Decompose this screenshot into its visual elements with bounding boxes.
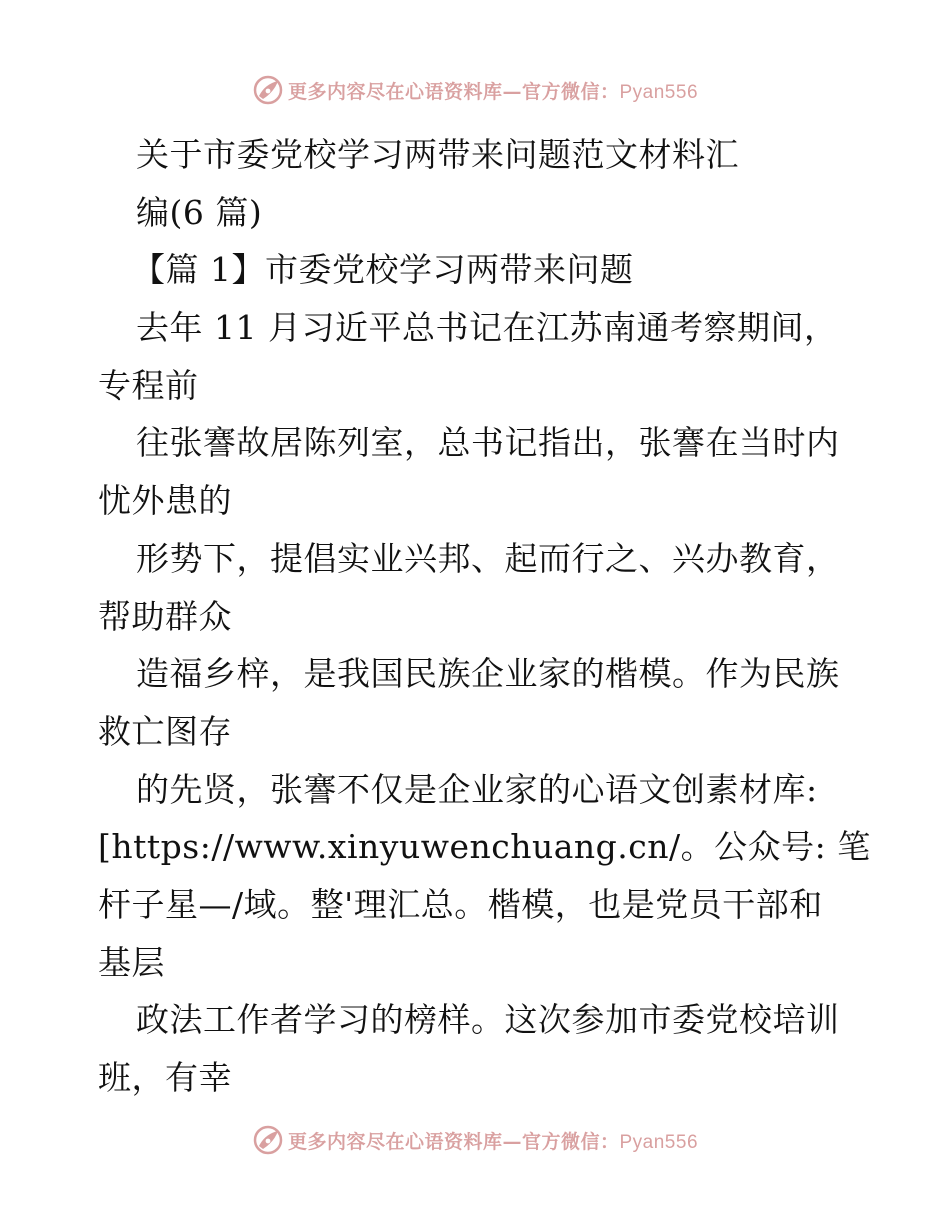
wechat-id: Pyan556 bbox=[619, 81, 699, 103]
paragraph-line: 往张謇故居陈列室，总书记指出，张謇在当时内 bbox=[136, 423, 840, 463]
paragraph-line: 基层 bbox=[98, 942, 165, 982]
document-title-line-1: 关于市委党校学习两带来问题范文材料汇 bbox=[136, 135, 739, 174]
paragraph-line: 的先贤，张謇不仅是企业家的心语文创素材库: bbox=[136, 769, 818, 809]
document-body bbox=[98, 126, 878, 1107]
watermark-banner-top bbox=[0, 70, 950, 110]
paragraph-line: 政法工作者学习的榜样。这次参加市委党校培训 bbox=[136, 1000, 840, 1040]
wechat-id: Pyan556 bbox=[619, 1131, 699, 1153]
paragraph-line: 忧外患的 bbox=[98, 481, 232, 521]
section-heading: 【篇 1】市委党校学习两带来问题 bbox=[132, 250, 634, 290]
paragraph-line: 形势下，提倡实业兴邦、起而行之、兴办教育， bbox=[136, 538, 840, 578]
paragraph-line: 救亡图存 bbox=[98, 711, 232, 751]
paragraph-line: 班，有幸 bbox=[98, 1058, 232, 1097]
pen-nib-icon bbox=[252, 1124, 284, 1156]
watermark-text: 更多内容尽在心语资料库—官方微信：Pyan556 bbox=[287, 80, 699, 103]
watermark-banner-bottom bbox=[0, 1120, 950, 1160]
paragraph-line: 帮助群众 bbox=[98, 596, 232, 636]
pen-nib-icon bbox=[252, 74, 284, 106]
paragraph-line: 造福乡梓，是我国民族企业家的楷模。作为民族 bbox=[136, 654, 840, 694]
watermark-text: 更多内容尽在心语资料库—官方微信：Pyan556 bbox=[287, 1130, 699, 1153]
paragraph-line: 杆子星—/域。整'理汇总。楷模，也是党员干部和 bbox=[98, 884, 823, 924]
paragraph-line: [https://www.xinyuwenchuang.cn/。公众号: 笔 bbox=[98, 827, 871, 867]
paragraph-line: 专程前 bbox=[98, 365, 199, 405]
paragraph-line: 去年 11 月习近平总书记在江苏南通考察期间， bbox=[136, 308, 838, 348]
document-title-line-2: 编(6 篇) bbox=[136, 192, 263, 232]
